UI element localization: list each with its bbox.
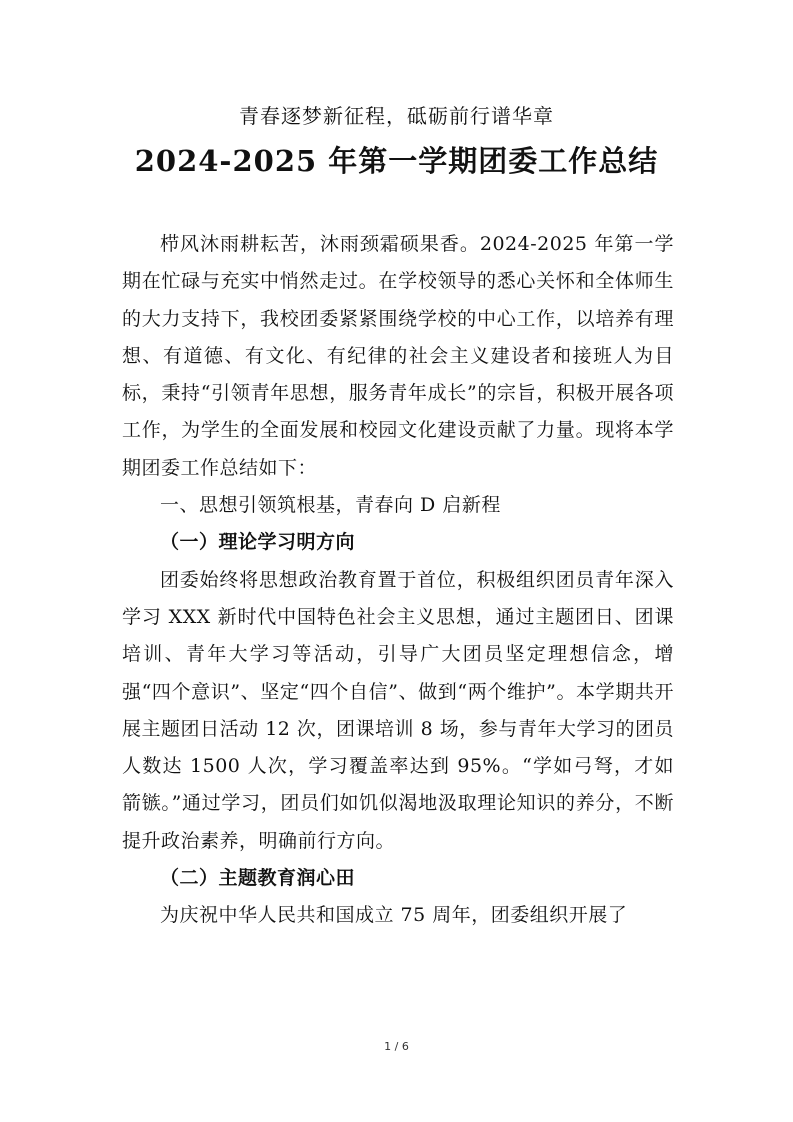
body-paragraph-2: 为庆祝中华人民共和国成立 75 周年，团委组织开展了 [160,904,628,927]
section-heading-1: 一、思想引领筑根基，青春向 D 启新程 [160,494,501,517]
intro-paragraph: 栉风沐雨耕耘苦，沐雨颈霜硕果香。2024-2025 年第一学期在忙碌与充实中悄然走过。在学校领导的悉心关怀和全体师生的大力支持下，我校团委紧紧围绕学校的中心工作，以培养有理想、有道德、有文化、有纪律的社会主义建设者和接班人为目标，秉持“引领青年思想，服务青年成长”的宗旨，积极开展各项工作，为学生的全面发展和校园文化建设贡献了力量。现将本学期团委工作总结如下： [122,233,674,479]
document-subtitle: 青春逐梦新征程，砥砺前行谱华章 [239,104,554,128]
subsection-heading-1: （一）理论学习明方向 [160,531,356,554]
page-number: 1 / 6 [384,1040,409,1053]
subsection-heading-2: （二）主题教育润心田 [160,867,356,890]
document-body [122,226,674,935]
document-title: 2024-2025 年第一学期团委工作总结 [134,144,659,178]
body-paragraph-1: 团委始终将思想政治教育置于首位，积极组织团员青年深入学习 XXX 新时代中国特色社会主义思想，通过主题团日、团课培训、青年大学习等活动，引导广大团员坚定理想信念，增强“四个意识”、坚定“四个自信”、做到“两个维护”。本学期共开展主题团日活动 12 次，团课培训 8 场，参与青年大学习的团员人数达 1500 人次，学习覆盖率达到 95%。“学如弓弩，才如箭镞。”通过学习，团员们如饥似渴地汲取理论知识的养分，不断提升政治素养，明确前行方向。 [122,568,674,852]
